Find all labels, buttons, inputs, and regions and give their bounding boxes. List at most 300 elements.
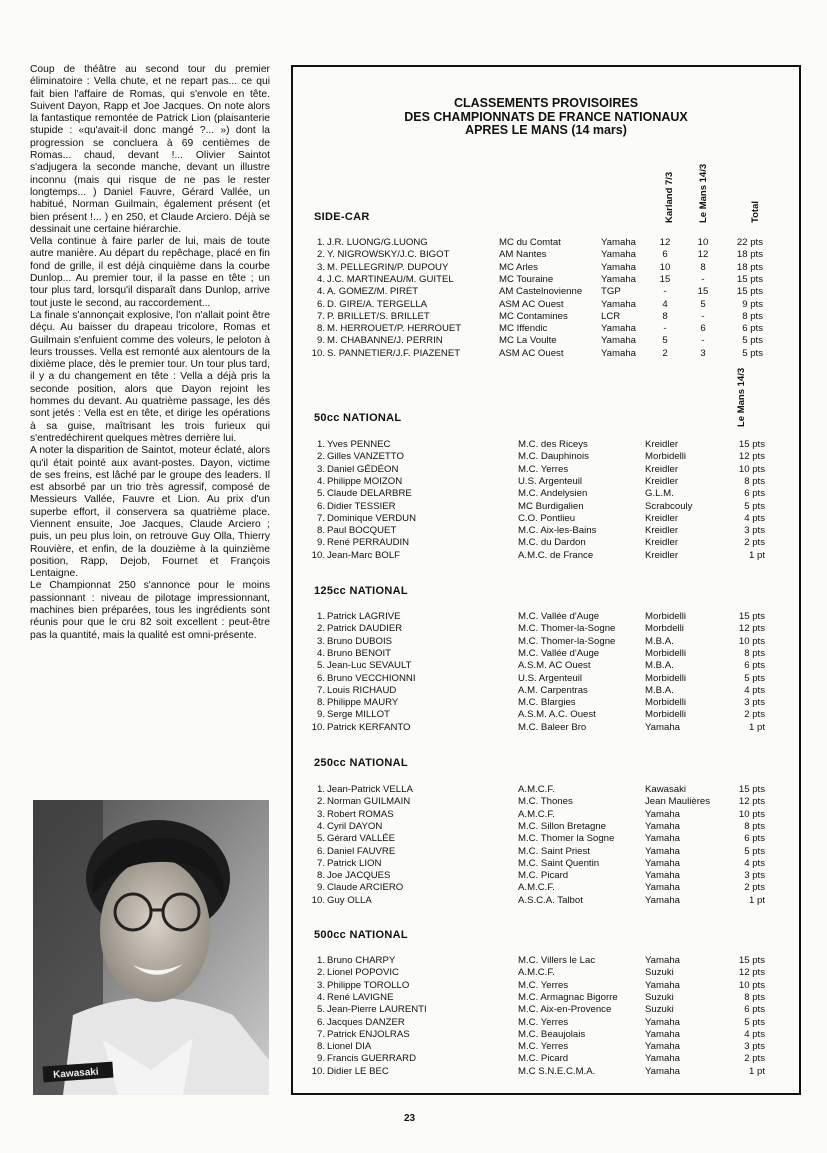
table-row bbox=[293, 513, 803, 525]
rank-cell: 2. bbox=[316, 451, 325, 463]
column-header-karland: Karland 7/3 bbox=[664, 171, 675, 223]
rank-cell: 1. bbox=[316, 784, 325, 795]
club-cell: M.C S.N.E.C.M.A. bbox=[518, 1065, 596, 1077]
table-row bbox=[293, 451, 803, 463]
rider-cell: Jean-Luc SEVAULT bbox=[327, 660, 412, 672]
standings-title bbox=[293, 97, 799, 138]
points-cell: 2 pts bbox=[744, 709, 765, 721]
rank-cell: 4. bbox=[316, 820, 325, 832]
rider-cell: Dominique VERDUN bbox=[327, 512, 417, 524]
table-row bbox=[293, 1066, 803, 1078]
table-row bbox=[293, 262, 803, 274]
rank-cell: 10. bbox=[311, 1065, 325, 1077]
club-cell: M.C. Picard bbox=[518, 1053, 569, 1065]
table-row bbox=[293, 286, 803, 298]
rank-cell: 9. bbox=[316, 335, 325, 347]
table-row bbox=[293, 1004, 803, 1016]
lemans-points-cell: 5 bbox=[700, 298, 706, 310]
rank-cell: 10. bbox=[311, 894, 325, 906]
club-cell: A.M.C. de France bbox=[518, 549, 594, 561]
club-cell: M.C. Baleer Bro bbox=[518, 721, 587, 733]
rank-cell: 5. bbox=[316, 488, 325, 500]
club-cell: M.C. Beaujolais bbox=[518, 1028, 586, 1040]
total-points-cell: 5 pts bbox=[742, 335, 763, 347]
points-cell: 12 pts bbox=[738, 451, 765, 463]
bike-cell: Suzuki bbox=[645, 967, 674, 979]
points-cell: 8 pts bbox=[744, 475, 765, 487]
table-row bbox=[293, 895, 803, 907]
rank-cell: 10. bbox=[311, 347, 325, 359]
points-cell: 3 pts bbox=[744, 525, 765, 537]
rider-cell: Bruno DUBOIS bbox=[327, 635, 393, 647]
rank-cell: 8. bbox=[316, 870, 325, 882]
karland-points-cell: - bbox=[663, 323, 667, 335]
rank-cell: 8. bbox=[316, 323, 325, 335]
lemans-points-cell: - bbox=[701, 335, 705, 347]
karland-points-cell: 5 bbox=[662, 335, 668, 347]
table-row bbox=[293, 439, 803, 451]
bike-cell: Yamaha bbox=[601, 335, 637, 347]
rider-cell: Jean-Pierre LAURENTI bbox=[327, 1004, 427, 1016]
bike-cell: Suzuki bbox=[645, 991, 674, 1003]
club-cell: M.C. Yerres bbox=[518, 1016, 569, 1028]
club-cell: MC Arles bbox=[499, 261, 538, 273]
rider-cell: Robert ROMAS bbox=[327, 808, 394, 820]
rank-cell: 3. bbox=[316, 808, 325, 820]
standings-box bbox=[291, 65, 801, 1095]
club-cell: M.C. Aix-en-Provence bbox=[518, 1004, 612, 1016]
table-row bbox=[293, 722, 803, 734]
table-row bbox=[293, 274, 803, 286]
page-number: 23 bbox=[404, 1113, 416, 1124]
club-cell: M.C. Armagnac Bigorre bbox=[518, 991, 618, 1003]
rank-cell: 4. bbox=[316, 273, 325, 285]
rank-cell: 4. bbox=[316, 475, 325, 487]
rank-cell: 5. bbox=[316, 1004, 325, 1016]
total-points-cell: 9 pts bbox=[742, 298, 763, 310]
bike-cell: Morbidelli bbox=[645, 709, 687, 721]
bike-cell: Kreidler bbox=[645, 549, 679, 561]
column-header-lemans: Le Mans 14/3 bbox=[698, 163, 709, 223]
table-row bbox=[293, 476, 803, 488]
club-cell: MC Touraine bbox=[499, 273, 554, 285]
rank-cell: 6. bbox=[316, 672, 325, 684]
bike-cell: Yamaha bbox=[601, 323, 637, 335]
rank-cell: 10. bbox=[311, 549, 325, 561]
bike-cell: Yamaha bbox=[645, 870, 681, 882]
rider-cell: Didier TESSIER bbox=[327, 500, 396, 512]
bike-cell: Yamaha bbox=[645, 1065, 681, 1077]
table-row bbox=[293, 858, 803, 870]
bike-cell: Kawasaki bbox=[645, 784, 687, 795]
table-row bbox=[293, 784, 803, 796]
total-points-cell: 18 pts bbox=[736, 261, 763, 273]
table-row bbox=[293, 685, 803, 697]
total-points-cell: 15 pts bbox=[736, 273, 763, 285]
points-cell: 10 pts bbox=[738, 979, 765, 991]
club-cell: M.C. Vallée d'Auge bbox=[518, 611, 600, 622]
rider-cell: J.C. MARTINEAU/M. GUITEL bbox=[327, 273, 454, 285]
rider-cell: M. PELLEGRIN/P. DUPOUY bbox=[327, 261, 449, 273]
club-cell: M.C. Vallée d'Auge bbox=[518, 647, 600, 659]
rank-cell: 2. bbox=[316, 967, 325, 979]
table-row bbox=[293, 992, 803, 1004]
points-cell: 8 pts bbox=[744, 647, 765, 659]
article-paragraph: Le Championnat 250 s'annonce pour le moins passionnant : niveau de pilotage impressionnant, machines bien préparées, tous les ingrédients sont réunis pour que le cru 82 soit excellent : peut-être pas la quantité, mais la qualité est omni-présente. bbox=[30, 580, 270, 641]
title-line: CLASSEMENTS PROVISOIRES bbox=[453, 96, 639, 110]
table-row bbox=[293, 1053, 803, 1065]
table-row bbox=[293, 611, 803, 623]
column-header-total: Total bbox=[750, 201, 761, 223]
table-row bbox=[293, 537, 803, 549]
club-cell: MC Iffendic bbox=[499, 323, 548, 335]
rider-cell: Y. NIGROWSKY/J.C. BIGOT bbox=[327, 249, 450, 261]
rider-cell: D. GIRE/A. TERGELLA bbox=[327, 298, 428, 310]
karland-points-cell: 4 bbox=[662, 298, 668, 310]
bike-cell: Yamaha bbox=[645, 882, 681, 894]
rider-cell: Bruno BENOIT bbox=[327, 647, 391, 659]
rank-cell: 2. bbox=[316, 249, 325, 261]
rank-cell: 1. bbox=[316, 439, 325, 450]
rank-cell: 9. bbox=[316, 537, 325, 549]
points-cell: 2 pts bbox=[744, 882, 765, 894]
points-cell: 10 pts bbox=[738, 635, 765, 647]
bike-cell: Kreidler bbox=[645, 525, 679, 537]
points-cell: 4 pts bbox=[744, 684, 765, 696]
club-cell: MC du Comtat bbox=[499, 237, 561, 248]
rider-cell: Paul BOCQUET bbox=[327, 525, 397, 537]
club-cell: M.C. des Riceys bbox=[518, 439, 588, 450]
table-row bbox=[293, 648, 803, 660]
section-title-50cc: 50cc NATIONAL bbox=[314, 412, 402, 424]
table-row bbox=[293, 833, 803, 845]
article-paragraph: La finale s'annonçait explosive, l'on n'allait point être déçu. Au baisser du drapeau tricolore, Romas et Guilmain s'enfuient comme des voleurs, le peloton à leurs trousses. Vella est remonté aux alentours de la dixième place, dès le premier tour. Un tour plus tard, il y a du changement en tête : Vella a déjà pris la seconde position, alors que Dayon rejoint les hommes du devant. Au quatrième passage, les dés sont jetés : Vella est en tête, et dirige les opérations à sa guise, maîtrisant les trois furieux qui s'entredéchirent quelques mètres derrière lui. bbox=[30, 309, 270, 444]
points-cell: 1 pt bbox=[748, 894, 765, 906]
rider-cell: Patrick ENJOLRAS bbox=[327, 1028, 410, 1040]
rider-cell: P. BRILLET/S. BRILLET bbox=[327, 310, 430, 322]
bike-cell: M.B.A. bbox=[645, 684, 674, 696]
total-points-cell: 8 pts bbox=[742, 310, 763, 322]
bike-cell: Yamaha bbox=[645, 1041, 681, 1053]
section-title-500cc: 500cc NATIONAL bbox=[314, 929, 408, 941]
table-row bbox=[293, 311, 803, 323]
club-cell: AM Castelnovienne bbox=[499, 286, 583, 298]
rider-cell: Patrick DAUDIER bbox=[327, 623, 403, 635]
bike-cell: TGP bbox=[601, 286, 621, 298]
bike-cell: Kreidler bbox=[645, 439, 679, 450]
points-cell: 3 pts bbox=[744, 870, 765, 882]
table-row bbox=[293, 1029, 803, 1041]
rider-cell: Patrick LAGRIVE bbox=[327, 611, 401, 622]
bike-cell: Kreidler bbox=[645, 475, 679, 487]
rider-cell: Patrick LION bbox=[327, 857, 382, 869]
lemans-points-cell: 6 bbox=[700, 323, 706, 335]
rider-cell: Jacques DANZER bbox=[327, 1016, 405, 1028]
table-row bbox=[293, 299, 803, 311]
rider-photo bbox=[33, 800, 269, 1095]
rider-cell: M. CHABANNE/J. PERRIN bbox=[327, 335, 443, 347]
rider-cell: Serge MILLOT bbox=[327, 709, 390, 721]
section-title-sidecar: SIDE-CAR bbox=[314, 211, 370, 223]
rider-cell: Jean-Marc BOLF bbox=[327, 549, 401, 561]
table-row bbox=[293, 1041, 803, 1053]
rider-cell: Claude DELARBRE bbox=[327, 488, 412, 500]
club-cell: M.C. Villers le Lac bbox=[518, 955, 596, 966]
club-cell: A.M.C.F. bbox=[518, 967, 555, 979]
table-row bbox=[293, 673, 803, 685]
club-cell: U.S. Argenteuil bbox=[518, 475, 582, 487]
bike-cell: LCR bbox=[601, 310, 621, 322]
club-cell: M.C. Thomer-la-Sogne bbox=[518, 623, 616, 635]
table-row bbox=[293, 660, 803, 672]
bike-cell: Yamaha bbox=[601, 237, 637, 248]
rider-cell: J.R. LUONG/G.LUONG bbox=[327, 237, 428, 248]
rank-cell: 7. bbox=[316, 1028, 325, 1040]
rider-cell: Daniel GÉDÉON bbox=[327, 463, 399, 475]
club-cell: MC Burdigalien bbox=[518, 500, 584, 512]
table-row bbox=[293, 809, 803, 821]
bike-cell: Morbdelli bbox=[645, 623, 684, 635]
points-cell: 10 pts bbox=[738, 463, 765, 475]
rank-cell: 2. bbox=[316, 796, 325, 808]
rider-cell: Patrick KERFANTO bbox=[327, 721, 411, 733]
table-row bbox=[293, 796, 803, 808]
club-cell: M.C. Yerres bbox=[518, 463, 569, 475]
total-points-cell: 18 pts bbox=[736, 249, 763, 261]
jacket-logo: Kawasaki bbox=[52, 1066, 100, 1081]
rank-cell: 3. bbox=[316, 463, 325, 475]
article-column bbox=[30, 64, 270, 642]
total-points-cell: 5 pts bbox=[742, 347, 763, 359]
total-points-cell: 15 pts bbox=[736, 286, 763, 298]
table-row bbox=[293, 967, 803, 979]
table-row bbox=[293, 348, 803, 360]
lemans-points-cell: 10 bbox=[697, 237, 709, 248]
points-cell: 5 pts bbox=[744, 845, 765, 857]
club-cell: A.S.M. AC Ouest bbox=[518, 660, 591, 672]
rank-cell: 3. bbox=[316, 261, 325, 273]
rider-cell: A. GOMEZ/M. PIRET bbox=[327, 286, 419, 298]
section-title-125cc: 125cc NATIONAL bbox=[314, 585, 408, 597]
rank-cell: 4. bbox=[316, 286, 325, 298]
club-cell: ASM AC Ouest bbox=[499, 347, 564, 359]
rider-portrait-image bbox=[33, 800, 269, 1095]
club-cell: A.M. Carpentras bbox=[518, 684, 588, 696]
points-cell: 4 pts bbox=[744, 1028, 765, 1040]
rank-cell: 9. bbox=[316, 882, 325, 894]
rank-cell: 3. bbox=[316, 635, 325, 647]
karland-points-cell: - bbox=[663, 286, 667, 298]
points-cell: 6 pts bbox=[744, 488, 765, 500]
rank-cell: 6. bbox=[316, 500, 325, 512]
points-cell: 12 pts bbox=[738, 796, 765, 808]
points-cell: 12 pts bbox=[738, 623, 765, 635]
article-paragraph: Vella continue à faire parler de lui, mais de toute autre manière. Au départ du repêchage, placé en fin fond de grille, il est déjà cinquième dans la courbe Dunlop... Au premier tour, il la passe en tête ; un tour plus tard, lorsqu'il disparaît dans Dunlop, arrive tout juste le second, au raccordement... bbox=[30, 236, 270, 309]
points-cell: 3 pts bbox=[744, 697, 765, 709]
club-cell: MC La Voulte bbox=[499, 335, 557, 347]
points-cell: 15 pts bbox=[738, 611, 765, 622]
club-cell: M.C. Thomer la Sogne bbox=[518, 833, 615, 845]
bike-cell: Kreidler bbox=[645, 512, 679, 524]
karland-points-cell: 8 bbox=[662, 310, 668, 322]
article-paragraph: A noter la disparition de Saintot, moteur éclaté, alors qu'il était pointé aux avant-postes. Dayon, victime de ses freins, est lâché par le groupe des leaders. Il est absorbé par un trio très agressif, composé de Messieurs Vallée, Fauvre et Lion. Au prix d'un superbe effort, il conservera sa quatrième place. Viennent ensuite, Joe Jacques, Claude Arciero ; puis, un peu plus loin, on retrouve Guy Olla, Thierry Rouvière, et enfin, de la douzième à la quinzième position, Rapp, Dejob, Fournet et François Lentaigne. bbox=[30, 445, 270, 580]
rank-cell: 7. bbox=[316, 857, 325, 869]
table-row bbox=[293, 1017, 803, 1029]
rank-cell: 1. bbox=[316, 955, 325, 966]
title-line: APRES LE MANS (14 mars) bbox=[465, 123, 627, 137]
rider-cell: Claude ARCIERO bbox=[327, 882, 404, 894]
points-cell: 6 pts bbox=[744, 833, 765, 845]
rider-cell: Philippe TOROLLO bbox=[327, 979, 410, 991]
rider-cell: Louis RICHAUD bbox=[327, 684, 397, 696]
table-row bbox=[293, 870, 803, 882]
rank-cell: 4. bbox=[316, 647, 325, 659]
rank-cell: 9. bbox=[316, 1053, 325, 1065]
club-cell: A.S.M. A.C. Ouest bbox=[518, 709, 596, 721]
club-cell: A.M.C.F. bbox=[518, 882, 555, 894]
bike-cell: Yamaha bbox=[645, 1028, 681, 1040]
rank-cell: 9. bbox=[316, 709, 325, 721]
table-row bbox=[293, 636, 803, 648]
table-row bbox=[293, 525, 803, 537]
rank-cell: 7. bbox=[316, 512, 325, 524]
lemans-points-cell: - bbox=[701, 273, 705, 285]
club-cell: M.C. du Dardon bbox=[518, 537, 586, 549]
rank-cell: 6. bbox=[316, 845, 325, 857]
rank-cell: 5. bbox=[316, 833, 325, 845]
points-cell: 10 pts bbox=[738, 808, 765, 820]
bike-cell: Yamaha bbox=[645, 833, 681, 845]
lemans-points-cell: 15 bbox=[697, 286, 709, 298]
points-cell: 6 pts bbox=[744, 1004, 765, 1016]
rank-cell: 3. bbox=[316, 979, 325, 991]
club-cell: M.C. Thones bbox=[518, 796, 573, 808]
table-row bbox=[293, 323, 803, 335]
rider-cell: Philippe MOIZON bbox=[327, 475, 403, 487]
karland-points-cell: 12 bbox=[659, 237, 671, 248]
club-cell: M.C. Thomer-la-Sogne bbox=[518, 635, 616, 647]
table-row bbox=[293, 249, 803, 261]
club-cell: M.C. Picard bbox=[518, 870, 569, 882]
table-row bbox=[293, 501, 803, 513]
rider-cell: Guy OLLA bbox=[327, 894, 372, 906]
club-cell: M.C. Sillon Bretagne bbox=[518, 820, 606, 832]
rider-cell: Gilles VANZETTO bbox=[327, 451, 404, 463]
bike-cell: Yamaha bbox=[645, 955, 681, 966]
club-cell: A.M.C.F. bbox=[518, 808, 555, 820]
rider-cell: Bruno VECCHIONNI bbox=[327, 672, 416, 684]
points-cell: 8 pts bbox=[744, 820, 765, 832]
rider-cell: Cyril DAYON bbox=[327, 820, 383, 832]
bike-cell: Morbidelli bbox=[645, 647, 687, 659]
lemans-points-cell: 8 bbox=[700, 261, 706, 273]
bike-cell: Yamaha bbox=[645, 1016, 681, 1028]
bike-cell: Yamaha bbox=[601, 249, 637, 261]
rank-cell: 10. bbox=[311, 721, 325, 733]
rider-cell: René PERRAUDIN bbox=[327, 537, 410, 549]
bike-cell: Yamaha bbox=[645, 845, 681, 857]
points-cell: 15 pts bbox=[738, 784, 765, 795]
bike-cell: Yamaha bbox=[645, 857, 681, 869]
rider-cell: Lionel DIA bbox=[327, 1041, 372, 1053]
club-cell: AM Nantes bbox=[499, 249, 547, 261]
table-row bbox=[293, 464, 803, 476]
club-cell: U.S. Argenteuil bbox=[518, 672, 582, 684]
rider-cell: Bruno CHARPY bbox=[327, 955, 396, 966]
rider-cell: Didier LE BEC bbox=[327, 1065, 389, 1077]
rider-cell: Norman GUILMAIN bbox=[327, 796, 411, 808]
table-row bbox=[293, 709, 803, 721]
points-cell: 5 pts bbox=[744, 1016, 765, 1028]
bike-cell: Yamaha bbox=[601, 347, 637, 359]
rank-cell: 4. bbox=[316, 991, 325, 1003]
rider-cell: M. HERROUET/P. HERROUET bbox=[327, 323, 462, 335]
table-row bbox=[293, 846, 803, 858]
points-cell: 5 pts bbox=[744, 500, 765, 512]
club-cell: MC Contamines bbox=[499, 310, 568, 322]
lemans-points-cell: 3 bbox=[700, 347, 706, 359]
bike-cell: Kreidler bbox=[645, 537, 679, 549]
rider-cell: René LAVIGNE bbox=[327, 991, 394, 1003]
rider-cell: Joe JACQUES bbox=[327, 870, 391, 882]
club-cell: C.O. Pontlieu bbox=[518, 512, 576, 524]
bike-cell: Morbidelli bbox=[645, 672, 687, 684]
rider-cell: Daniel FAUVRE bbox=[327, 845, 396, 857]
points-cell: 2 pts bbox=[744, 537, 765, 549]
bike-cell: Morbidelli bbox=[645, 697, 687, 709]
article-paragraph: Coup de théâtre au second tour du premier éliminatoire : Vella chute, et ne repart pas... ce qui fait bien l'affaire de Romas, qui s'envole en tête. Suivent Dayon, Rapp et Joe Jacques. On note alors la fantastique remontée de Patrick Lion (plaisanterie stupide : «qu'avait-il donc mangé ?... ») dont la progression se concluera à 69 centièmes de Romas... chaud, devant !... Olivier Saintot s'adjugera la seconde manche, devant un illustre inconnu (mais qui risque de ne pas le rester longtemps... ) Daniel Fauvre, Gérard Vallée, un habitué, Norman Guilmain, également présent (et bien présent !... ) en 250, et Claude Arciero. Déjà se dessinait une certaine hiérarchie. bbox=[30, 64, 270, 235]
rank-cell: 1. bbox=[316, 237, 325, 248]
points-cell: 1 pt bbox=[748, 1065, 765, 1077]
rank-cell: 5. bbox=[316, 660, 325, 672]
column-header-lemans-solo: Le Mans 14/3 bbox=[736, 367, 747, 427]
table-row bbox=[293, 821, 803, 833]
rider-cell: Yves PENNEC bbox=[327, 439, 391, 450]
rider-cell: Francis GUERRARD bbox=[327, 1053, 417, 1065]
rider-cell: Lionel POPOVIC bbox=[327, 967, 399, 979]
points-cell: 4 pts bbox=[744, 512, 765, 524]
lemans-points-cell: 12 bbox=[697, 249, 709, 261]
rank-cell: 6. bbox=[316, 1016, 325, 1028]
rider-cell: Jean-Patrick VELLA bbox=[327, 784, 413, 795]
points-cell: 1 pt bbox=[748, 549, 765, 561]
bike-cell: Yamaha bbox=[601, 273, 637, 285]
bike-cell: M.B.A. bbox=[645, 635, 674, 647]
bike-cell: G.L.M. bbox=[645, 488, 674, 500]
club-cell: ASM AC Ouest bbox=[499, 298, 564, 310]
bike-cell: Scrabcouly bbox=[645, 500, 693, 512]
points-cell: 1 pt bbox=[748, 721, 765, 733]
section-title-250cc: 250cc NATIONAL bbox=[314, 757, 408, 769]
club-cell: M.C. Blargies bbox=[518, 697, 576, 709]
club-cell: M.C. Dauphinois bbox=[518, 451, 589, 463]
bike-cell: Yamaha bbox=[645, 894, 681, 906]
total-points-cell: 6 pts bbox=[742, 323, 763, 335]
bike-cell: Yamaha bbox=[645, 721, 681, 733]
karland-points-cell: 15 bbox=[659, 273, 671, 285]
points-cell: 15 pts bbox=[738, 955, 765, 966]
table-row bbox=[293, 955, 803, 967]
bike-cell: M.B.A. bbox=[645, 660, 674, 672]
rank-cell: 8. bbox=[316, 697, 325, 709]
points-cell: 12 pts bbox=[738, 967, 765, 979]
bike-cell: Morbidelli bbox=[645, 611, 687, 622]
table-row bbox=[293, 697, 803, 709]
rank-cell: 8. bbox=[316, 525, 325, 537]
bike-cell: Suzuki bbox=[645, 1004, 674, 1016]
points-cell: 3 pts bbox=[744, 1041, 765, 1053]
bike-cell: Jean Maulières bbox=[645, 796, 711, 808]
